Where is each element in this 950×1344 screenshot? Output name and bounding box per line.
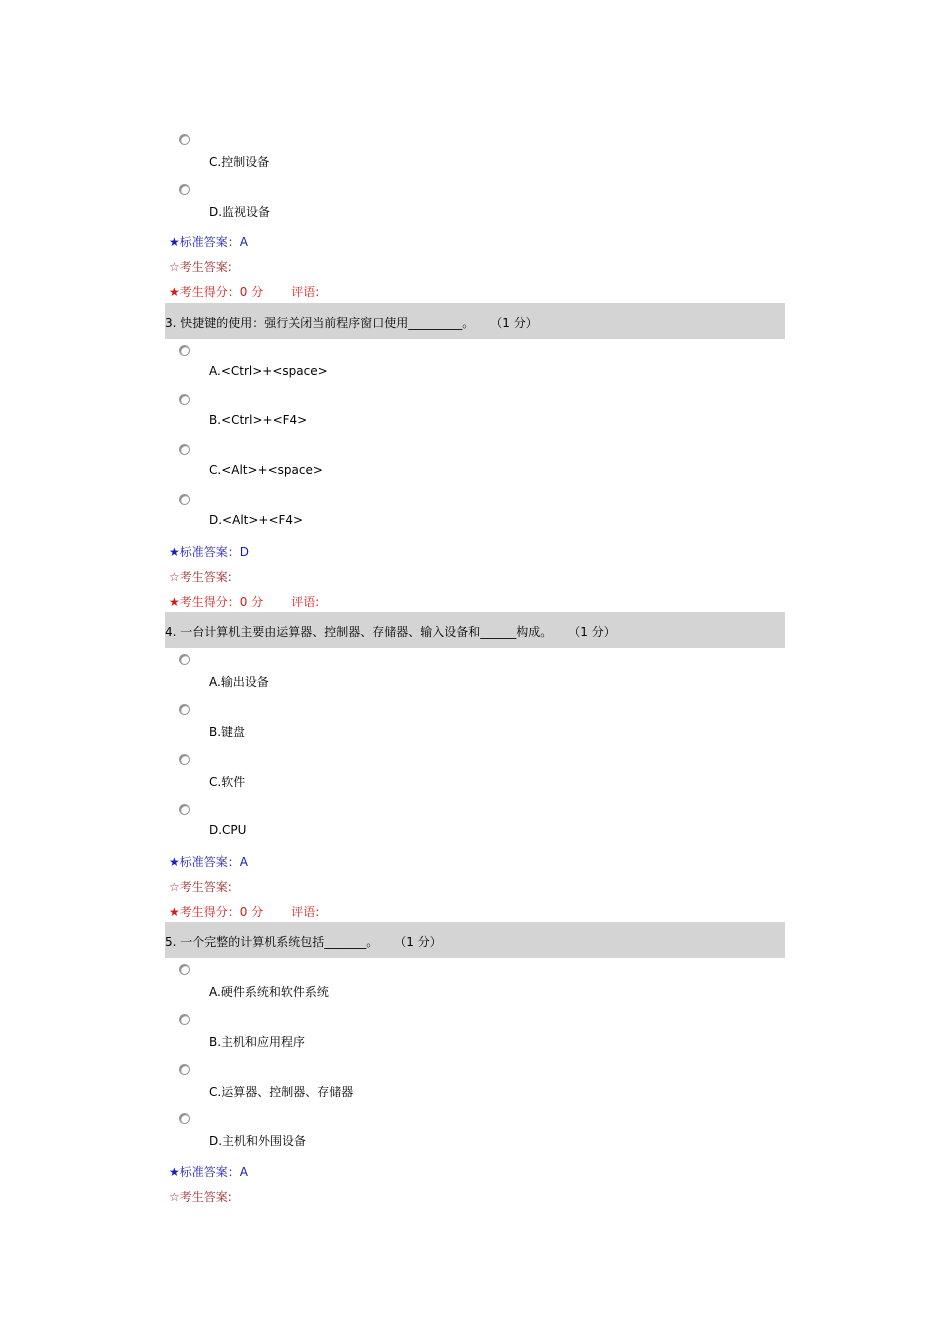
- q3-option-c: C.<Alt>+<space>: [209, 463, 323, 477]
- q5-radio-c[interactable]: [179, 1064, 190, 1075]
- q3-title-line: [165, 314, 538, 331]
- q5-radio-d[interactable]: [179, 1113, 190, 1124]
- q5-radio-b[interactable]: [179, 1014, 190, 1025]
- q4-title: 4. 一台计算机主要由运算器、控制器、存储器、输入设备和______构成。: [165, 625, 553, 639]
- q2-score-line: [169, 283, 319, 300]
- q4-student-answer: ☆考生答案:: [169, 880, 232, 894]
- q5-header: [165, 922, 785, 958]
- q5-option-b: B.主机和应用程序: [209, 1035, 306, 1049]
- q5-option-d: D.主机和外围设备: [209, 1134, 307, 1148]
- q3-score: ★考生得分：0 分: [169, 595, 264, 609]
- q4-option-c: C.软件: [209, 775, 246, 789]
- q2-option-c: C.控制设备: [209, 155, 270, 169]
- q3-radio-a[interactable]: [179, 345, 190, 356]
- q3-option-a: A.<Ctrl>+<space>: [209, 364, 328, 378]
- q4-points: （1 分）: [574, 625, 616, 639]
- q3-standard-answer: ★标准答案：D: [169, 545, 249, 559]
- q4-option-a: A.输出设备: [209, 675, 269, 689]
- q2-radio-c[interactable]: [179, 134, 190, 145]
- q2-option-d: D.监视设备: [209, 205, 271, 219]
- q4-radio-d[interactable]: [179, 804, 190, 815]
- q5-option-a: A.硬件系统和软件系统: [209, 985, 329, 999]
- q3-points: （1 分）: [496, 316, 538, 330]
- q4-score-line: [169, 903, 319, 920]
- q4-comment: 评语:: [291, 905, 320, 919]
- q4-radio-c[interactable]: [179, 754, 190, 765]
- q2-student-answer: ☆考生答案:: [169, 260, 232, 274]
- q4-radio-b[interactable]: [179, 704, 190, 715]
- q5-points: （1 分）: [400, 935, 442, 949]
- q3-title: 3. 快捷键的使用：强行关闭当前程序窗口使用_________。: [165, 316, 475, 330]
- q3-radio-c[interactable]: [179, 444, 190, 455]
- q5-radio-a[interactable]: [179, 964, 190, 975]
- q3-comment: 评语:: [291, 595, 320, 609]
- q5-title: 5. 一个完整的计算机系统包括_______。: [165, 935, 379, 949]
- q3-student-answer: ☆考生答案:: [169, 570, 232, 584]
- q5-title-line: [165, 933, 442, 950]
- q4-standard-answer: ★标准答案：A: [169, 855, 248, 869]
- q4-title-line: [165, 623, 616, 640]
- q2-radio-d[interactable]: [179, 184, 190, 195]
- q4-score: ★考生得分：0 分: [169, 905, 264, 919]
- q5-option-c: C.运算器、控制器、存储器: [209, 1085, 354, 1099]
- q2-score: ★考生得分：0 分: [169, 285, 264, 299]
- q5-standard-answer: ★标准答案：A: [169, 1165, 248, 1179]
- q3-header: [165, 303, 785, 339]
- q3-radio-d[interactable]: [179, 494, 190, 505]
- q5-student-answer: ☆考生答案:: [169, 1190, 232, 1204]
- q4-radio-a[interactable]: [179, 654, 190, 665]
- q4-header: [165, 612, 785, 648]
- q4-option-d: D.CPU: [209, 823, 247, 837]
- q3-option-d: D.<Alt>+<F4>: [209, 513, 304, 527]
- q2-standard-answer: ★标准答案：A: [169, 235, 248, 249]
- q3-score-line: [169, 593, 319, 610]
- q3-radio-b[interactable]: [179, 394, 190, 405]
- q3-option-b: B.<Ctrl>+<F4>: [209, 413, 308, 427]
- q4-option-b: B.键盘: [209, 725, 246, 739]
- q2-comment: 评语:: [291, 285, 320, 299]
